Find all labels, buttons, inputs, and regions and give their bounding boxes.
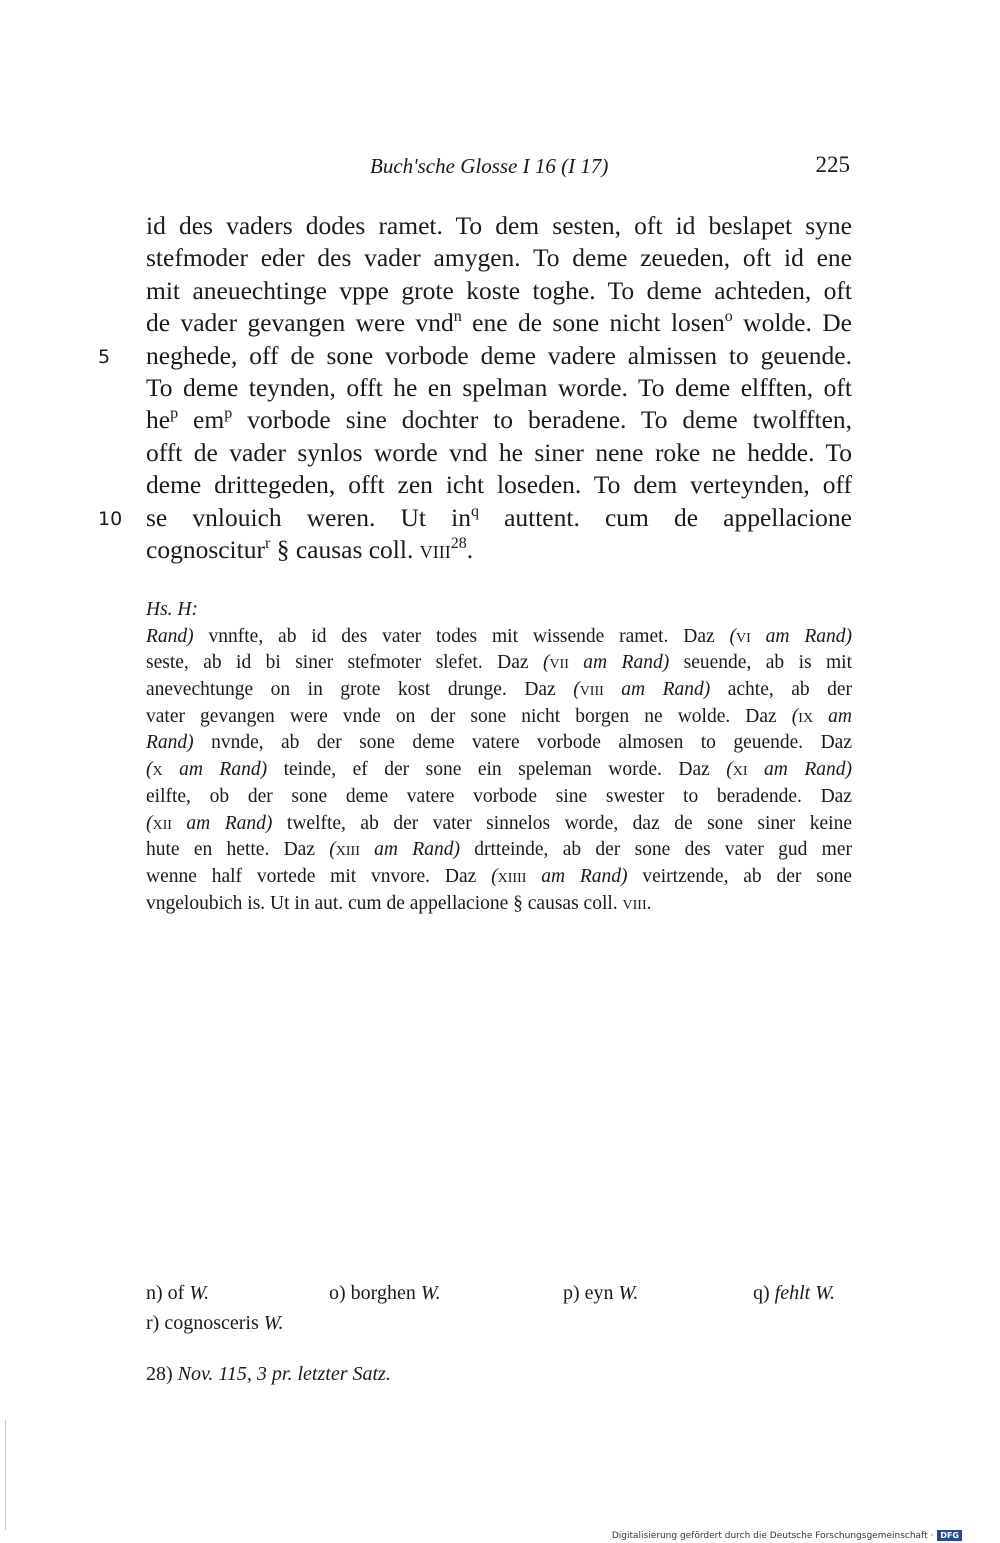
credit-text: Digitalisierung gefördert durch die Deutsche Forschungsgemeinschaft · bbox=[611, 1530, 934, 1541]
text-run: am Rand) bbox=[162, 759, 268, 781]
text-run: se vnlouich weren. Ut in bbox=[146, 502, 471, 532]
text-line: stefmoder eder des vader amygen. To deme zeueden, oft id ene bbox=[146, 243, 852, 273]
text-run: achte, ab der bbox=[710, 679, 852, 701]
page-number: 225 bbox=[815, 152, 850, 177]
footnote-marker: q bbox=[470, 502, 479, 520]
text-line bbox=[98, 502, 852, 534]
roman-numeral: ix bbox=[798, 705, 814, 727]
text-line: deme drittegeden, offt zen icht loseden. To dem verteynden, off bbox=[146, 470, 852, 500]
text-line: eilfte, ob der sone deme vatere vorbode sine swester to beradende. Daz bbox=[146, 785, 852, 807]
text-run: am bbox=[813, 705, 852, 727]
roman-numeral: vii bbox=[549, 652, 569, 674]
line-number: 5 bbox=[98, 345, 111, 368]
text-run: nvnde, ab der sone deme vatere vorbode almosen to geuende. Daz bbox=[193, 732, 852, 754]
footnote-marker: n bbox=[453, 308, 462, 326]
text-run: Rand) bbox=[146, 732, 194, 754]
text-run: . bbox=[466, 534, 474, 564]
text-run: em bbox=[178, 405, 225, 435]
note-r bbox=[146, 1309, 284, 1337]
text-run: cognoscitur bbox=[146, 534, 265, 564]
text-line bbox=[146, 624, 852, 651]
text-line bbox=[146, 864, 852, 891]
roman-numeral: x bbox=[152, 759, 163, 781]
text-line bbox=[146, 730, 852, 757]
text-run: am Rand) bbox=[603, 679, 711, 701]
digitization-credit bbox=[612, 1530, 962, 1541]
footnote-marker: p bbox=[224, 405, 233, 423]
note-source: fehlt W. bbox=[774, 1282, 836, 1304]
text-run: am Rand) bbox=[747, 759, 852, 781]
text-run: auttent. cum de appellacione bbox=[478, 502, 852, 532]
note-source: W. bbox=[263, 1312, 284, 1334]
note-source: W. bbox=[420, 1282, 441, 1304]
note-source: W. bbox=[618, 1282, 639, 1304]
text-line: To deme teynden, offt he en spelman worde. To deme elfften, oft bbox=[146, 372, 852, 402]
note-text: o) borghen bbox=[329, 1282, 421, 1304]
text-run: ( bbox=[573, 679, 580, 701]
text-run: neghede, off de sone vorbode deme vadere almissen to geuende. bbox=[146, 340, 852, 370]
roman-numeral: viii bbox=[419, 534, 451, 564]
text-run: vorbode sine dochter to beradene. To deme twolfften, bbox=[232, 405, 853, 435]
text-run: wolde. De bbox=[732, 308, 852, 338]
running-header bbox=[370, 154, 850, 188]
footnote-marker: p bbox=[170, 405, 179, 423]
text-run: ( bbox=[729, 625, 737, 647]
roman-numeral: xi bbox=[732, 759, 748, 781]
note-o bbox=[329, 1279, 441, 1307]
text-run: . bbox=[646, 892, 652, 914]
roman-numeral: viii bbox=[622, 892, 647, 914]
roman-numeral: viii bbox=[579, 679, 604, 701]
text-line bbox=[146, 650, 852, 677]
text-run: ( bbox=[726, 759, 733, 781]
text-run: ( bbox=[329, 839, 336, 861]
text-run: vater gevangen were vnde on der sone nicht borgen ne wolde. Daz bbox=[146, 705, 792, 727]
text-run: Rand) bbox=[146, 625, 194, 647]
note-text: r) cognosceris bbox=[146, 1312, 264, 1334]
text-line bbox=[146, 307, 852, 339]
text-line bbox=[146, 837, 852, 864]
text-run: teinde, ef der sone ein speleman worde. Daz bbox=[267, 759, 727, 781]
text-line: id des vaders dodes ramet. To dem sesten, oft id beslapet syne bbox=[146, 211, 852, 240]
text-line: mit aneuechtinge vppe grote koste toghe. To deme achteden, oft bbox=[146, 275, 852, 305]
text-run: veirtzende, ab der sone bbox=[627, 865, 852, 887]
text-run: anevechtunge on in grote kost drunge. Daz bbox=[146, 679, 574, 701]
note-text: p) eyn bbox=[563, 1282, 619, 1304]
text-run: § causas coll. bbox=[270, 534, 420, 564]
text-run: am Rand) bbox=[568, 652, 670, 674]
text-run: drtteinde, ab der sone des vater gud mer bbox=[459, 839, 852, 861]
text-run: seste, ab id bi siner stefmoter slefet. Daz bbox=[146, 652, 543, 674]
text-line bbox=[146, 891, 852, 918]
text-run: twelfte, ab der vater sinnelos worde, daz de sone siner keine bbox=[272, 812, 852, 834]
text-run: am Rand) bbox=[359, 839, 460, 861]
text-line bbox=[146, 534, 852, 566]
line-number: 10 bbox=[98, 507, 123, 530]
text-line bbox=[146, 677, 852, 704]
text-run: am Rand) bbox=[171, 812, 273, 834]
text-run: de vader gevangen were vnd bbox=[146, 308, 454, 338]
text-line: offt de vader synlos worde vnd he siner nene roke ne hedde. To bbox=[146, 437, 852, 467]
note-text: q) bbox=[753, 1282, 775, 1304]
footnote-marker: 28 bbox=[450, 534, 467, 552]
text-run: he bbox=[146, 405, 171, 435]
notes-row bbox=[146, 1279, 856, 1309]
text-run: am Rand) bbox=[750, 625, 852, 647]
scan-edge-line bbox=[5, 1420, 6, 1530]
main-text bbox=[98, 210, 853, 566]
text-run: ene de sone nicht losen bbox=[461, 308, 725, 338]
text-run: vnnfte, ab id des vater todes mit wissende ramet. Daz bbox=[193, 625, 730, 647]
footnote-28 bbox=[146, 1363, 391, 1386]
text-line bbox=[146, 704, 852, 731]
text-run: ( bbox=[791, 705, 799, 727]
running-title: Buch'sche Glosse I 16 (I 17) bbox=[370, 154, 609, 178]
footnote-number: 28) bbox=[146, 1363, 178, 1385]
text-run: wenne half vortede mit vnvore. Daz bbox=[146, 865, 492, 887]
manuscript-h-variant bbox=[146, 597, 852, 917]
footnote-text: Nov. 115, 3 pr. letzter Satz. bbox=[177, 1363, 391, 1385]
note-source: W. bbox=[189, 1282, 210, 1304]
note-n bbox=[146, 1279, 209, 1307]
text-line bbox=[146, 404, 852, 436]
note-text: n) of bbox=[146, 1282, 190, 1304]
roman-numeral: vi bbox=[736, 625, 751, 647]
text-run: ( bbox=[146, 812, 153, 834]
roman-numeral: xii bbox=[152, 812, 172, 834]
text-run: ( bbox=[146, 759, 153, 781]
text-run: ( bbox=[491, 865, 498, 887]
text-line bbox=[98, 340, 852, 372]
text-run: ( bbox=[542, 652, 550, 674]
note-q bbox=[753, 1279, 835, 1307]
roman-numeral: xiiii bbox=[497, 865, 527, 887]
text-line bbox=[146, 757, 852, 784]
text-run: vngeloubich is. Ut in aut. cum de appellacione § causas coll. bbox=[146, 892, 623, 914]
note-p bbox=[563, 1279, 638, 1307]
notes-row bbox=[146, 1309, 856, 1339]
footnote-marker: o bbox=[724, 308, 733, 326]
roman-numeral: xiii bbox=[335, 839, 360, 861]
dfg-logo-icon: DFG bbox=[937, 1530, 962, 1541]
footnote-marker: r bbox=[264, 534, 271, 552]
manuscript-label: Hs. H: bbox=[146, 599, 198, 620]
text-line bbox=[146, 811, 852, 838]
text-run: hute en hette. Daz bbox=[146, 839, 330, 861]
text-run: am Rand) bbox=[526, 865, 628, 887]
text-run: seuende, ab is mit bbox=[669, 652, 852, 674]
apparatus-notes bbox=[146, 1279, 856, 1339]
